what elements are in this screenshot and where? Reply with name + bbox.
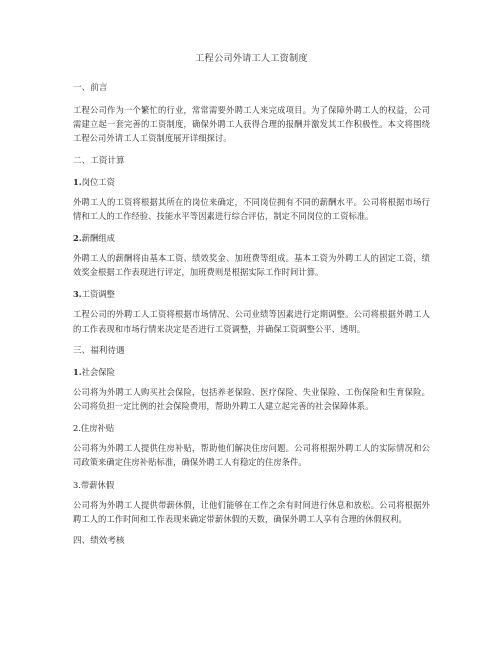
subheading-label: 社会保险 xyxy=(81,366,115,377)
subheading-number: 2. xyxy=(73,233,82,244)
subheading-salary-adjustment xyxy=(73,288,430,300)
salary-adjustment-paragraph: 工程公司的外聘工人工资将根据市场情况、公司业绩等因素进行定期调整。公司将根据外聘工人的工作表现和市场行情来决定是否进行工资调整，并确保工资调整公平、透明。 xyxy=(73,309,430,334)
document-title: 工程公司外请工人工资制度 xyxy=(195,53,308,64)
section-heading-performance-review: 四、绩效考核 xyxy=(73,536,125,547)
paid-leave-paragraph: 公司将为外聘工人提供带薪休假，让他们能够在工作之余有时间进行休息和放松。公司将根据外聘工人的工作时间和工作表现来确定带薪休假的天数，确保外聘工人享有合理的休假权利。 xyxy=(73,499,430,524)
subheading-number: 3. xyxy=(73,289,82,300)
section-heading-preface: 一、前言 xyxy=(73,83,108,93)
preface-paragraph: 工程公司作为一个繁忙的行业，常常需要外聘工人来完成项目。为了保障外聘工人的权益，公司需建立起一套完善的工资制度，确保外聘工人获得合理的报酬并激发其工作积极性。本文将围绕工程公司外请工人工资制度展开详细探讨。 xyxy=(73,105,430,144)
section-heading-salary-calculation: 二、工资计算 xyxy=(73,155,125,166)
subheading-pay-composition xyxy=(73,232,430,244)
pay-composition-paragraph: 外聘工人的薪酬将由基本工资、绩效奖金、加班费等组成。基本工资为外聘工人的固定工资，绩效奖金根据工作表现进行评定，加班费则是根据实际工作时间计算。 xyxy=(73,253,430,278)
subheading-housing-allowance xyxy=(73,422,430,434)
subheading-label: 薪酬组成 xyxy=(81,233,115,244)
subheading-number: 1. xyxy=(73,366,82,377)
subheading-position-salary xyxy=(73,176,430,188)
subheading-label: 岗位工资 xyxy=(81,176,115,187)
subheading-number: 1. xyxy=(73,176,82,187)
position-salary-paragraph: 外聘工人的工资将根据其所在的岗位来确定，不同岗位拥有不同的薪酬水平。公司将根据市场行情和工人的工作经验、技能水平等因素进行综合评估，制定不同岗位的工资标准。 xyxy=(73,196,430,221)
subheading-number: 3. xyxy=(73,479,81,490)
housing-allowance-paragraph: 公司将为外聘工人提供住房补贴，帮助他们解决住房问题。公司将根据外聘工人的实际情况和公司政策来确定住房补贴标准，确保外聘工人有稳定的住房条件。 xyxy=(73,443,430,468)
subheading-label: 工资调整 xyxy=(81,289,115,300)
subheading-number: 2. xyxy=(73,423,81,434)
social-insurance-paragraph: 公司将为外聘工人购买社会保险，包括养老保险、医疗保险、失业保险、工伤保险和生育保险。公司将负担一定比例的社会保险费用，帮助外聘工人建立起完善的社会保障体系。 xyxy=(73,386,430,412)
subheading-social-insurance xyxy=(73,366,430,378)
subheading-paid-leave xyxy=(73,479,430,491)
section-heading-benefits: 三、福利待遇 xyxy=(73,345,125,356)
subheading-label: 带薪休假 xyxy=(80,479,115,490)
subheading-label: 住房补贴 xyxy=(80,423,115,434)
